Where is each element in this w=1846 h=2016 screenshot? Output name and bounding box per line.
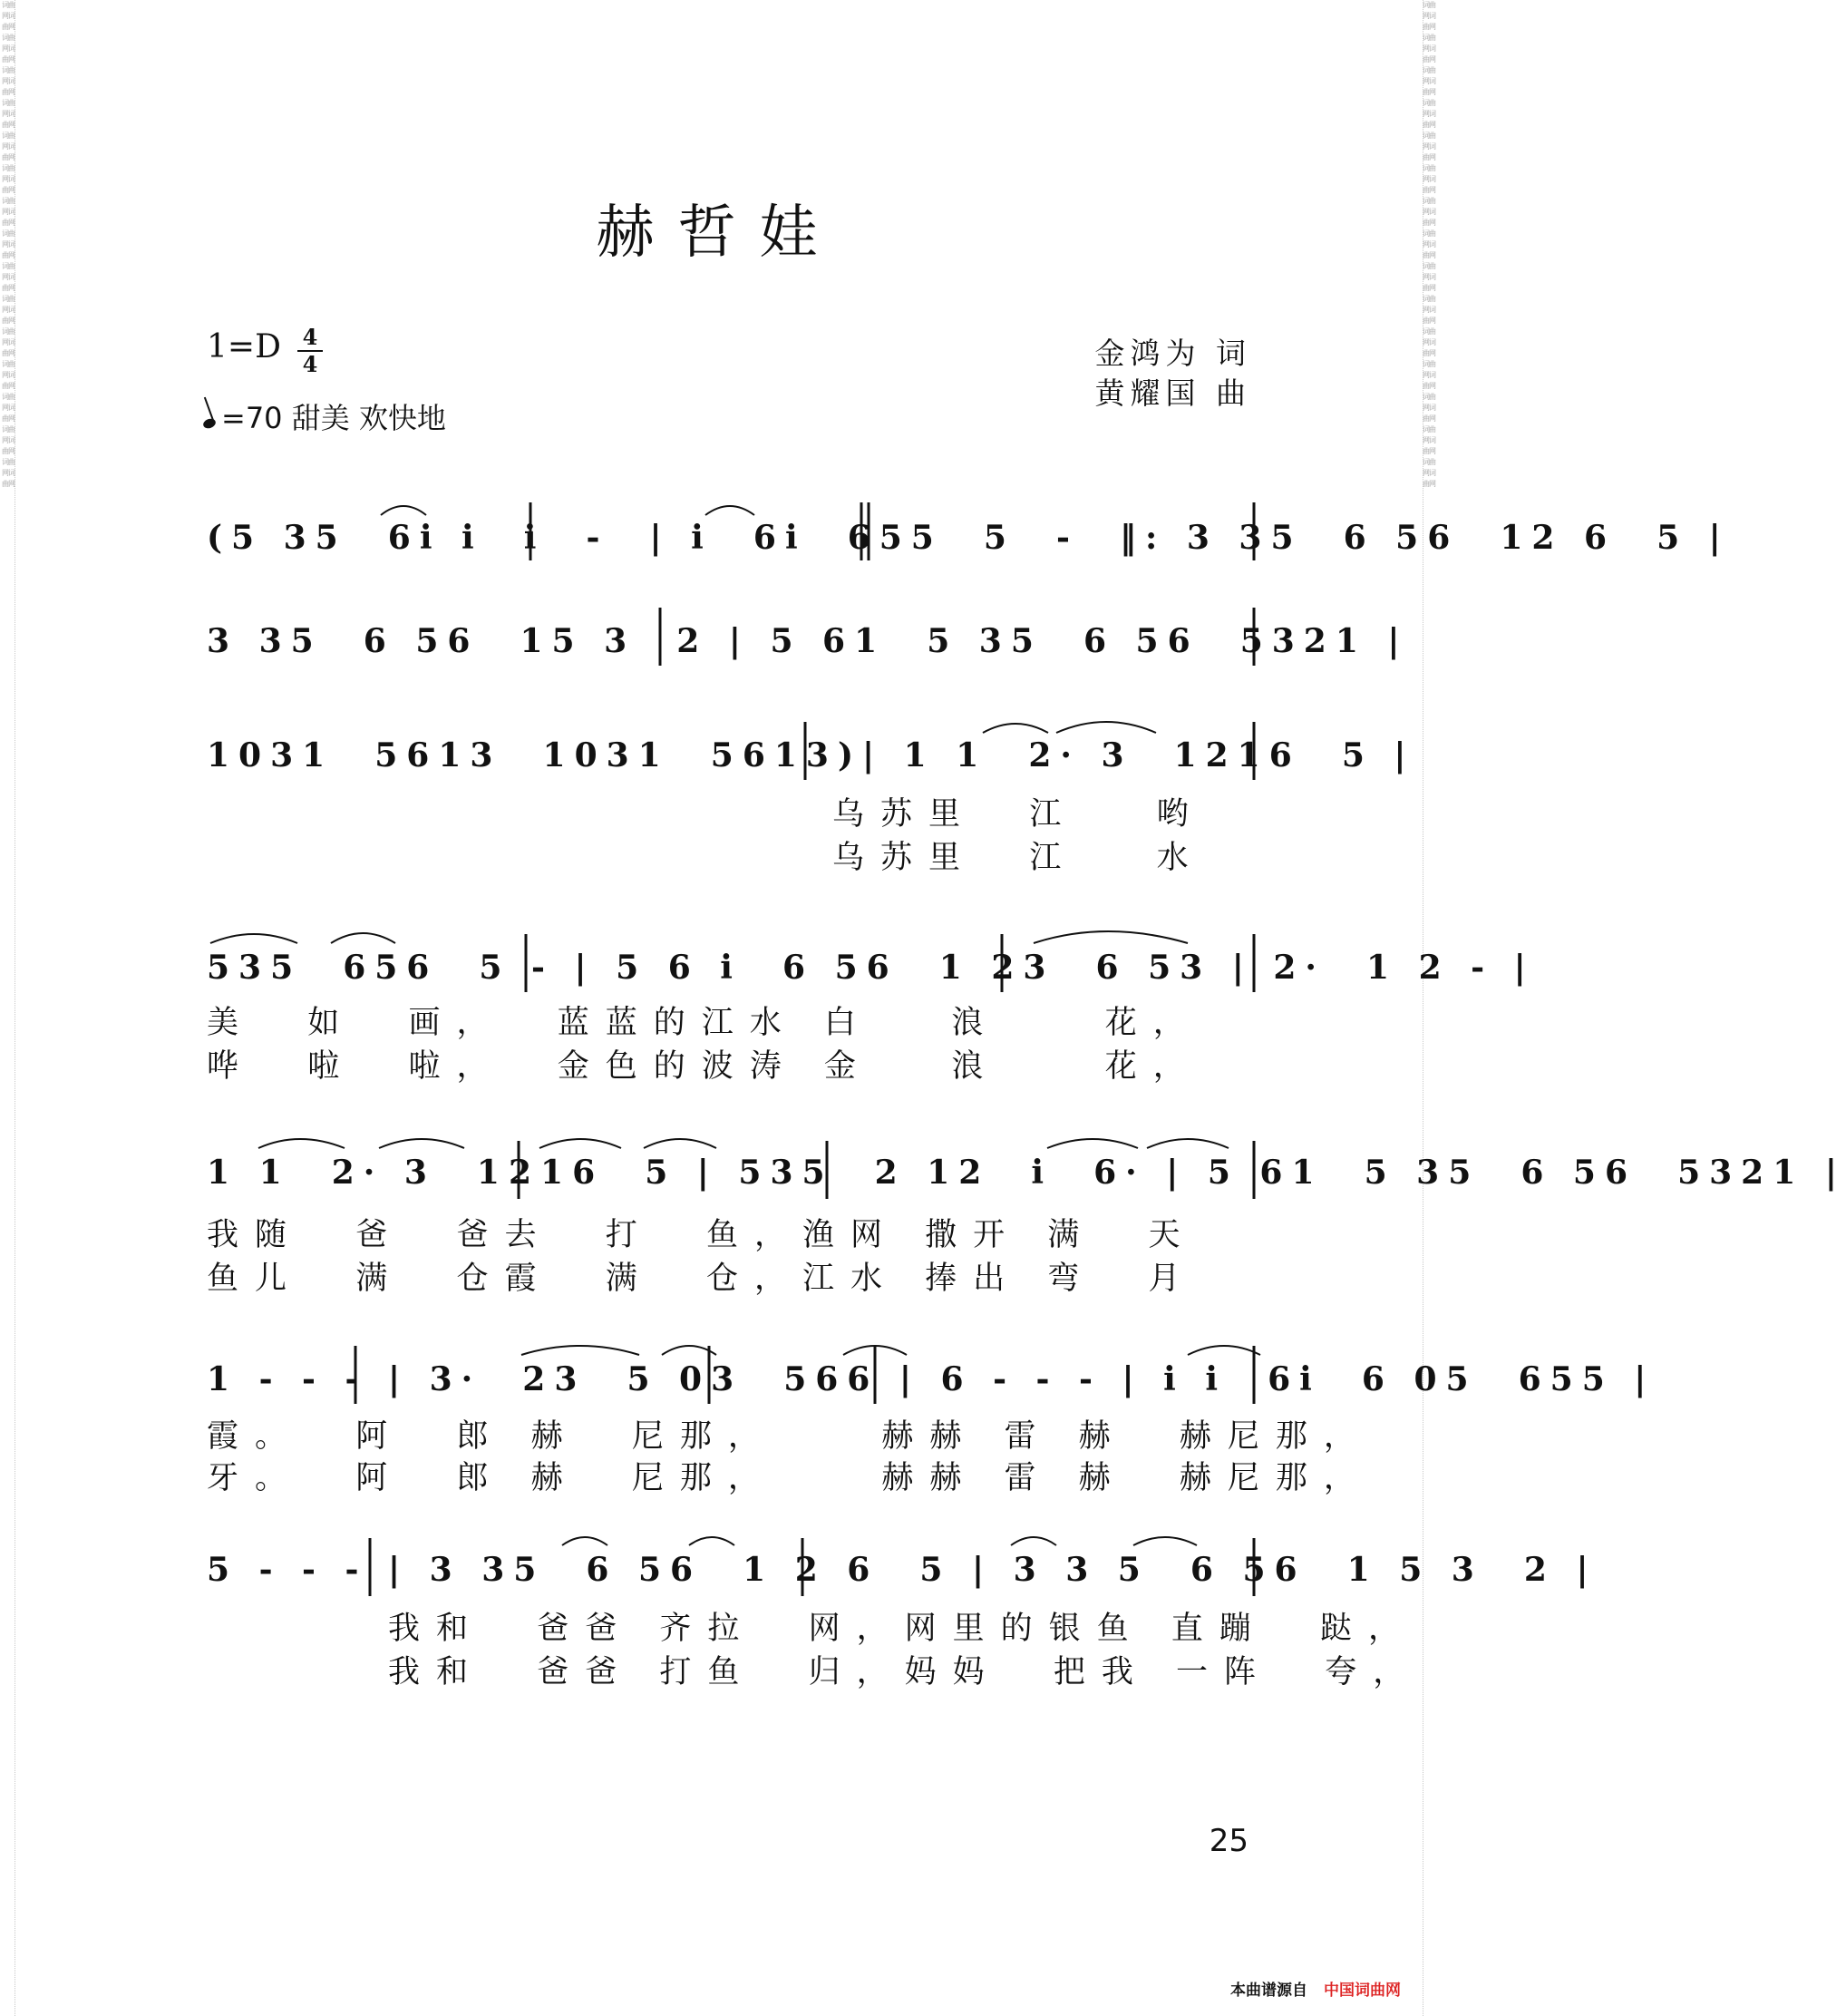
slur-mark xyxy=(644,1139,716,1148)
composer-credit: 黄耀国 曲 xyxy=(1094,375,1251,411)
slur-mark xyxy=(258,1139,345,1148)
notation-line-1: (5 35 6i i i - | i 6i 655 5 - ‖: 3 35 6 56 12 6 5 | xyxy=(207,519,1730,557)
song-title: 赫哲娃 xyxy=(596,200,841,267)
lyric-line-6a: 霞。 阿 郎 赫 尼那， 赫赫 雷 赫 赫尼那， xyxy=(207,1418,1372,1455)
slur-mark xyxy=(1056,722,1156,733)
slur-mark xyxy=(983,724,1048,733)
slur-mark xyxy=(521,1346,639,1355)
slur-mark xyxy=(539,1139,621,1148)
slur-mark xyxy=(705,506,754,515)
slur-mark xyxy=(1188,1346,1260,1355)
right-watermark-strip: 词曲网词曲网词曲网词曲网词曲网词曲网词曲网词曲网词曲网词曲网词曲网词曲网词曲网词曲网词曲网词曲网词曲网词曲网词曲网词曲网词曲网词曲网词曲网词曲网词曲网词曲网词曲网词曲网词曲网词曲网 xyxy=(1423,1,1435,488)
lyricist-credit: 金鸿为 词 xyxy=(1094,336,1251,371)
left-watermark-strip: 词曲网词曲网词曲网词曲网词曲网词曲网词曲网词曲网词曲网词曲网词曲网词曲网词曲网词曲网词曲网词曲网词曲网词曲网词曲网词曲网词曲网词曲网词曲网词曲网词曲网词曲网词曲网词曲网词曲网词曲网 xyxy=(2,1,15,488)
lyric-line-4b: 哗 啦 啦， 金色的波涛 金 浪 花， xyxy=(207,1048,1201,1085)
time-signature-top: 4 xyxy=(302,324,318,350)
slur-mark xyxy=(1133,1537,1197,1545)
lyric-line-7b: 我和 爸爸 打鱼 归，妈妈 把我 一阵 夸， xyxy=(388,1654,1422,1690)
slur-mark xyxy=(1147,1139,1229,1148)
notation-line-2: 3 35 6 56 15 3 2 | 5 61 5 35 6 56 5321 | xyxy=(207,622,1409,660)
slur-mark xyxy=(689,1537,734,1545)
page-number: 25 xyxy=(1209,1823,1248,1859)
lyric-line-6b: 牙。 阿 郎 赫 尼那， 赫赫 雷 赫 赫尼那， xyxy=(207,1460,1372,1496)
slur-mark xyxy=(562,1537,607,1545)
notation-line-4: 535 656 5 - | 5 6 i 6 56 1 23 6 53 | 2· 1 2 - | xyxy=(207,949,1535,987)
slur-mark xyxy=(1011,1537,1056,1545)
lyric-line-3a: 乌苏里 江 哟 xyxy=(832,796,1205,833)
lyric-line-5b: 鱼儿 满 仓霞 满 仓，江水 捧出 弯 月 xyxy=(207,1261,1197,1297)
notation-line-5: 1 1 2· 3 1216 5 | 535 2 12 i 6· | 5 61 5 35 6 56 5321 | xyxy=(207,1154,1846,1192)
slur-mark xyxy=(381,506,426,515)
notation-line-3: 1031 5613 1031 5613)| 1 1 2· 3 1216 5 | xyxy=(207,736,1415,774)
notation-line-7: 5 - - - | 3 35 6 56 1 2 6 5 | 3 3 5 6 56 1 5 3 2 | xyxy=(207,1551,1598,1589)
slur-mark xyxy=(210,934,297,943)
slur-mark xyxy=(1034,931,1188,943)
source-footer xyxy=(1230,1977,1401,2000)
slur-mark xyxy=(331,933,395,943)
lyric-line-3b: 乌苏里 江 水 xyxy=(832,840,1205,876)
tempo-text: =70 甜美 欢快地 xyxy=(221,401,446,435)
lyric-line-7a: 我和 爸爸 齐拉 网，网里的银鱼 直蹦 跶， xyxy=(388,1611,1417,1647)
source-label: 本曲谱源自 xyxy=(1230,1982,1307,2000)
site-name[interactable]: 中国词曲网 xyxy=(1324,1982,1401,2000)
time-signature-bottom: 4 xyxy=(302,351,318,377)
key-signature: 1=D xyxy=(207,328,281,365)
notation-line-6: 1 - - - | 3· 23 5 03 566 | 6 - - - | i i 6i 6 05 655 | xyxy=(207,1360,1656,1398)
lyric-line-4a: 美 如 画， 蓝蓝的江水 白 浪 花， xyxy=(207,1005,1201,1041)
slur-mark xyxy=(379,1139,464,1148)
lyric-line-5a: 我随 爸 爸去 打 鱼，渔网 撒开 满 天 xyxy=(207,1217,1197,1253)
slur-mark xyxy=(1047,1139,1138,1148)
